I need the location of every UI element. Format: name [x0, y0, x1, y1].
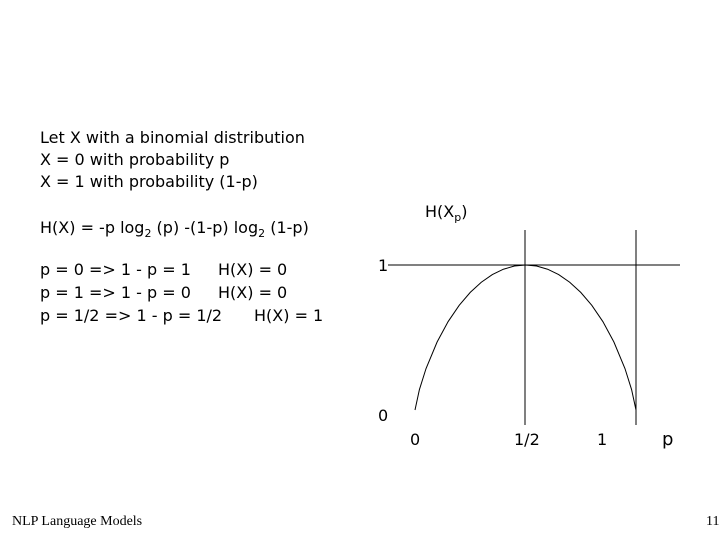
intro-line-1: Let X with a binomial distribution	[40, 128, 305, 147]
chart-ylabel: $H(X_p)$	[425, 202, 468, 225]
intro-line-3: X = 1 with probability (1-p)	[40, 172, 258, 191]
page-number: 11	[706, 514, 720, 529]
case-line-2: p = 1 => 1 - p = 0 H(X) = 0	[40, 283, 288, 302]
case-line-1: p = 0 => 1 - p = 1 H(X) = 0	[40, 260, 288, 279]
case-line-3: p = 1/2 => 1 - p = 1/2 H(X) = 1	[40, 306, 324, 325]
entropy-formula: H(X) = -p $\log_2 (p)$ -(1-p) $\log_2 (1-p)$	[40, 218, 309, 241]
chart-xlabel: p	[662, 429, 674, 450]
footer-title: NLP Language Models	[12, 514, 143, 529]
y-tick-1: 1	[378, 256, 389, 275]
x-tick-0: 0	[410, 430, 421, 449]
x-tick-1: 1	[597, 430, 608, 449]
y-tick-0: 0	[378, 406, 389, 425]
intro-line-2: X = 0 with probability p	[40, 150, 230, 169]
x-tick-half: 1/2	[514, 430, 540, 449]
